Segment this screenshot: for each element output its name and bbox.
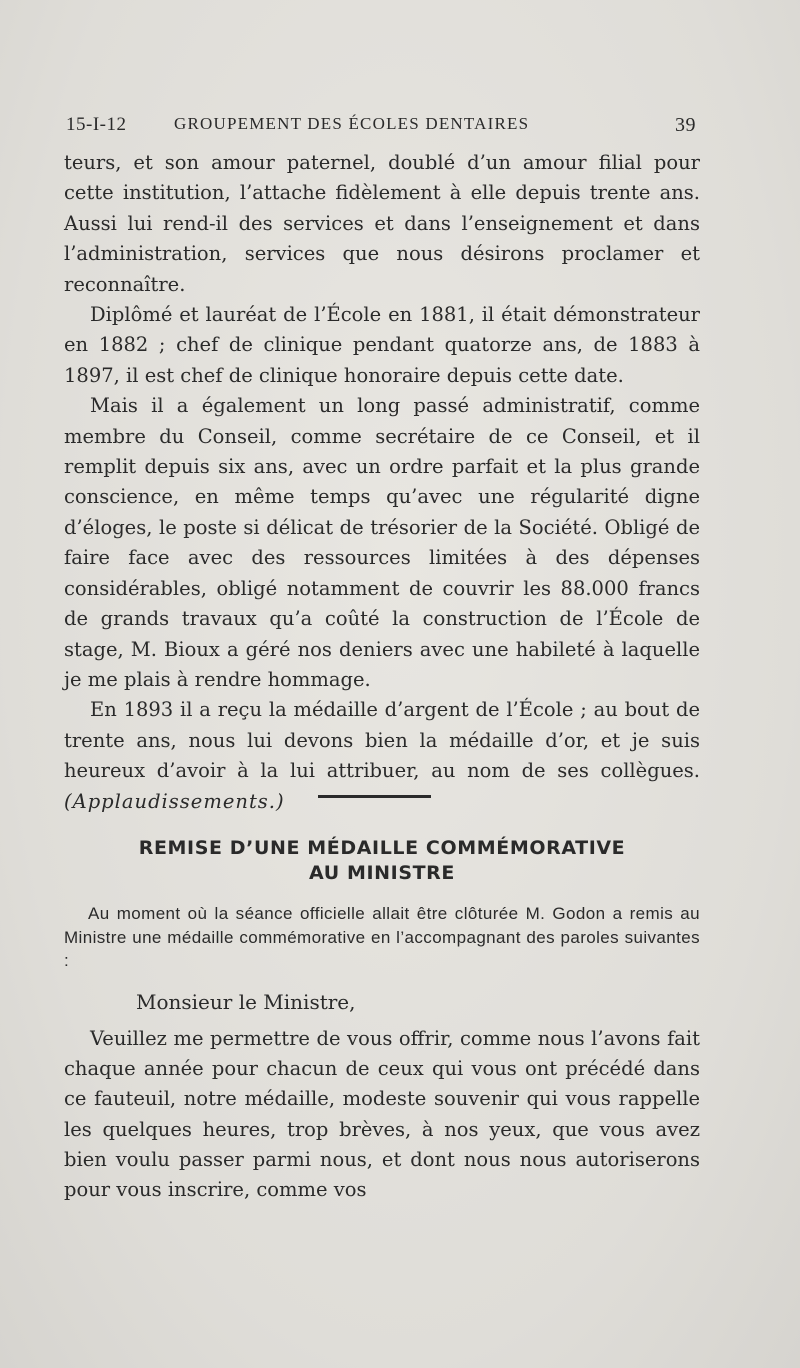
- paragraph-administratif: Mais il a également un long passé administratif, comme membre du Conseil, comme secrétaire de ce Conseil, et il remplit depuis six ans, avec un ordre parfait et la plus grande conscience, en même temps qu’avec une régularité digne d’éloges, le poste si délicat de trésorier de la Société. Obligé de faire face avec des ressources limitées à des dépenses considérables, obligé notamment de couvrir les 88.000 francs de grands travaux qu’a coûté la construction de l’École de stage, M. Bioux a géré nos deniers avec une habileté à laquelle je me plais à rendre hommage.: [64, 394, 700, 691]
- paragraph-medaille: [64, 695, 700, 817]
- header-date: 15-I-12: [66, 114, 127, 135]
- body-text: [64, 148, 700, 817]
- page-number: 39: [675, 114, 696, 136]
- paragraph-continuation: teurs, et son amour paternel, doublé d’un amour filial pour cette institution, l’attache fidèlement à elle depuis trente ans. Aussi lui rend-il des services et dans l’enseignement et dans l’administration, services que nous désirons proclamer et reconnaître.: [64, 151, 700, 296]
- section-title-line-1: REMISE D’UNE MÉDAILLE COMMÉMORATIVE: [138, 837, 626, 859]
- running-header: [66, 114, 696, 142]
- applause-note: (Applaudissements.): [64, 789, 285, 813]
- paragraph-medaille-text: En 1893 il a reçu la médaille d’argent de l’École ; au bout de trente ans, nous lui devons bien la médaille d’or, et je suis heureux d’avoir à la lui attribuer, au nom de ses collègues.: [64, 698, 700, 783]
- paragraph-diplome: Diplômé et lauréat de l’École en 1881, il était démonstrateur en 1882 ; chef de clinique pendant quatorze ans, de 1883 à 1897, il est chef de clinique honoraire depuis cette date.: [64, 303, 700, 387]
- section-title: [64, 836, 700, 886]
- section-intro: Au moment où la séance officielle allait être clôturée M. Godon a remis au Ministre une médaille commémorative en l’accompagnant des paroles suivantes :: [64, 904, 700, 971]
- salutation: Monsieur le Ministre,: [136, 990, 356, 1014]
- section-divider: [318, 795, 431, 798]
- speech-paragraph: Veuillez me permettre de vous offrir, comme nous l’avons fait chaque année pour chacun de ceux qui vous ont précédé dans ce fauteuil, notre médaille, modeste souvenir qui vous rappelle les quelques heures, trop brèves, à nos yeux, que vous avez bien voulu passer parmi nous, et dont nous nous autoriserons pour vous inscrire, comme vos: [64, 1027, 700, 1202]
- running-title: GROUPEMENT DES ÉCOLES DENTAIRES: [174, 114, 530, 133]
- section-title-line-2: AU MINISTRE: [309, 862, 455, 884]
